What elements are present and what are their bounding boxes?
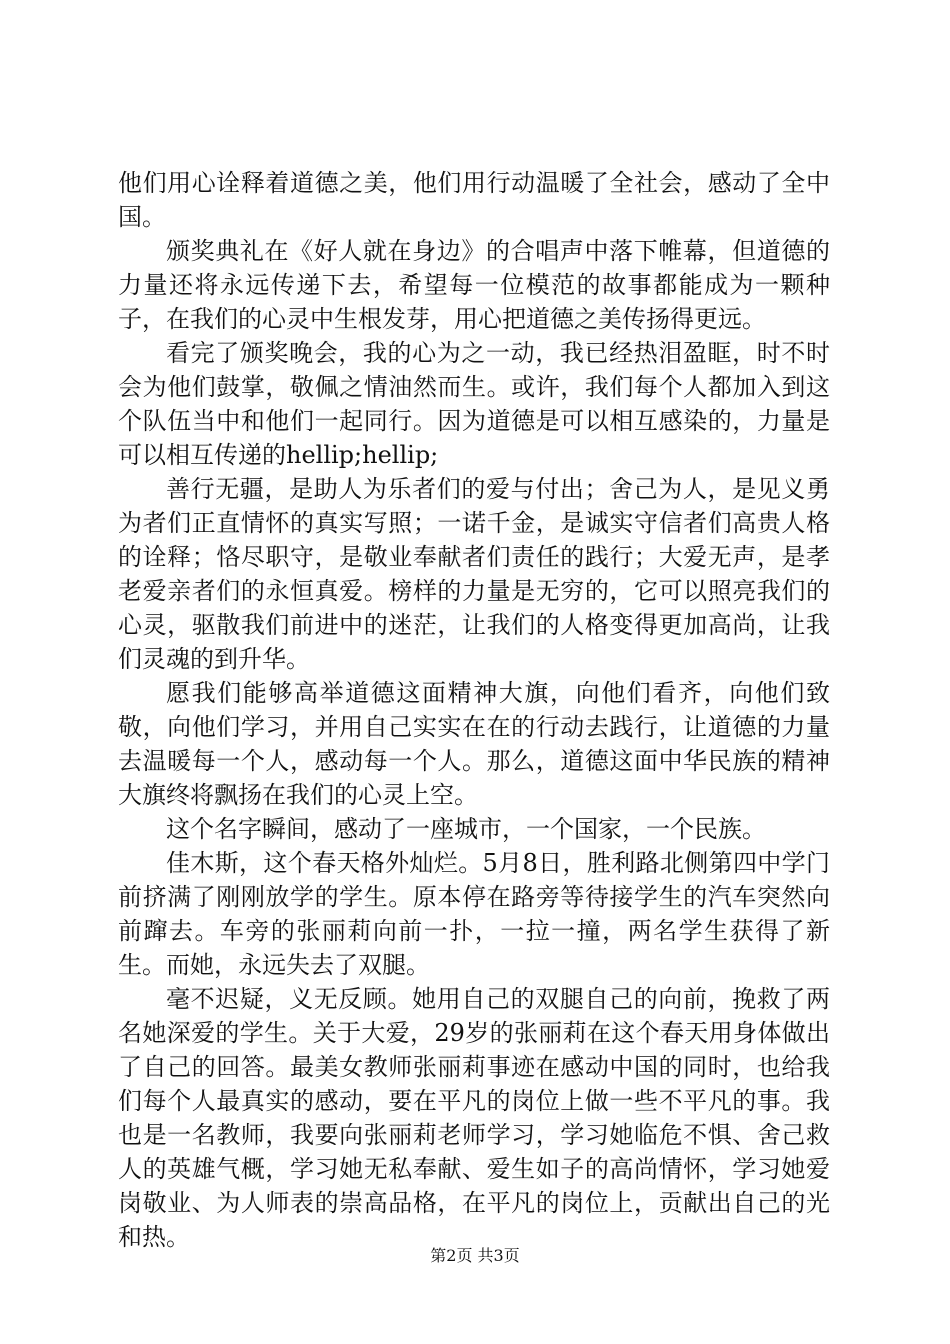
- paragraph: 毫不迟疑，义无反顾。她用自己的双腿自己的向前，挽救了两名她深爱的学生。关于大爱，29岁的张丽莉在这个春天用身体做出了自己的回答。最美女教师张丽莉事迹在感动中国的同时，也给我们每个人最真实的感动，要在平凡的岗位上做一些不平凡的事。我也是一名教师，我要向张丽莉老师学习，学习她临危不惧、舍己救人的英雄气概，学习她无私奉献、爱生如子的高尚情怀，学习她爱岗敬业、为人师表的崇高品格，在平凡的岗位上，贡献出自己的光和热。: [118, 985, 830, 1251]
- paragraph: 颁奖典礼在《好人就在身边》的合唱声中落下帷幕，但道德的力量还将永远传递下去，希望每一位模范的故事都能成为一颗种子，在我们的心灵中生根发芽，用心把道德之美传扬得更远。: [118, 237, 830, 333]
- paragraph: 看完了颁奖晚会，我的心为之一动，我已经热泪盈眶，时不时会为他们鼓掌，敬佩之情油然而生。或许，我们每个人都加入到这个队伍当中和他们一起同行。因为道德是可以相互感染的，力量是可以相互传递的hellip;hellip;: [118, 339, 830, 469]
- paragraph: 佳木斯，这个春天格外灿烂。5月8日，胜利路北侧第四中学门前挤满了刚刚放学的学生。原本停在路旁等待接学生的汽车突然向前蹿去。车旁的张丽莉向前一扑，一拉一撞，两名学生获得了新生。而她，永远失去了双腿。: [118, 849, 830, 979]
- paragraph: 愿我们能够高举道德这面精神大旗，向他们看齐，向他们致敬，向他们学习，并用自己实实在在的行动去践行，让道德的力量去温暖每一个人，感动每一个人。那么，道德这面中华民族的精神大旗终将飘扬在我们的心灵上空。: [118, 679, 830, 809]
- article-body: [118, 166, 830, 1254]
- paragraph: 这个名字瞬间，感动了一座城市，一个国家，一个民族。: [166, 815, 766, 843]
- page-number-footer: 第2页 共3页: [430, 1246, 520, 1265]
- paragraph: 他们用心诠释着道德之美，他们用行动温暖了全社会，感动了全中国。: [118, 169, 830, 231]
- paragraph: 善行无疆，是助人为乐者们的爱与付出；舍己为人，是见义勇为者们正直情怀的真实写照；一诺千金，是诚实守信者们高贵人格的诠释；恪尽职守，是敬业奉献者们责任的践行；大爱无声，是孝老爱亲者们的永恒真爱。榜样的力量是无穷的，它可以照亮我们的心灵，驱散我们前进中的迷茫，让我们的人格变得更加高尚，让我们灵魂的到升华。: [118, 475, 830, 673]
